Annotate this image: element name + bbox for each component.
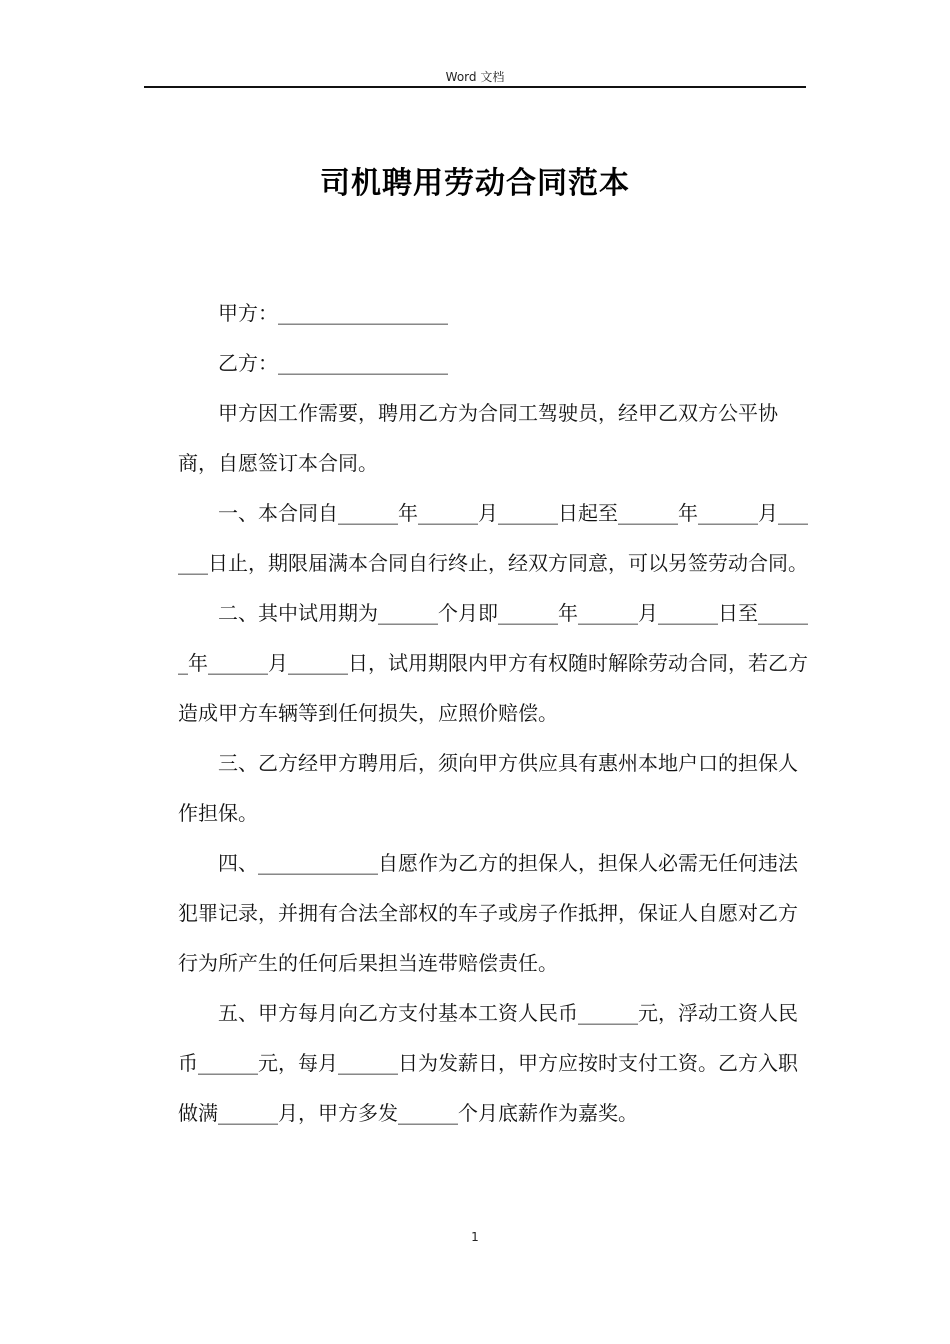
page-header: Word 文档	[445, 70, 505, 84]
party-b-line: 乙方：_________________	[218, 351, 448, 375]
header-divider	[144, 86, 806, 88]
document-title: 司机聘用劳动合同范本	[320, 166, 630, 201]
preamble-paragraph: 甲方因工作需要，聘用乙方为合同工驾驶员，经甲乙双方公平协商，自愿签订本合同。	[178, 401, 778, 475]
clause-1-paragraph: 一、本合同自______年______月______日起至______年______月______日止，期限届满本合同自行终止，经双方同意，可以另签劳动合同。	[178, 501, 808, 575]
party-a-line: 甲方：_________________	[218, 301, 448, 325]
page-number: 1	[471, 1230, 479, 1244]
document-body	[178, 288, 808, 1138]
clause-4-paragraph: 四、____________自愿作为乙方的担保人，担保人必需无任何违法犯罪记录，并拥有合法全部权的车子或房子作抵押，保证人自愿对乙方行为所产生的任何后果担当连带赔偿责任。	[178, 851, 798, 975]
clause-3-paragraph: 三、乙方经甲方聘用后，须向甲方供应具有惠州本地户口的担保人作担保。	[178, 751, 798, 825]
clause-2-paragraph: 二、其中试用期为______个月即______年______月______日至______年______月______日，试用期限内甲方有权随时解除劳动合同，若乙方造成甲方车辆等到任何损失，应照价赔偿。	[178, 601, 808, 725]
clause-5-paragraph: 五、甲方每月向乙方支付基本工资人民币______元，浮动工资人民币______元，每月______日为发薪日，甲方应按时支付工资。乙方入职做满______月，甲方多发______个月底薪作为嘉奖。	[178, 1001, 798, 1125]
